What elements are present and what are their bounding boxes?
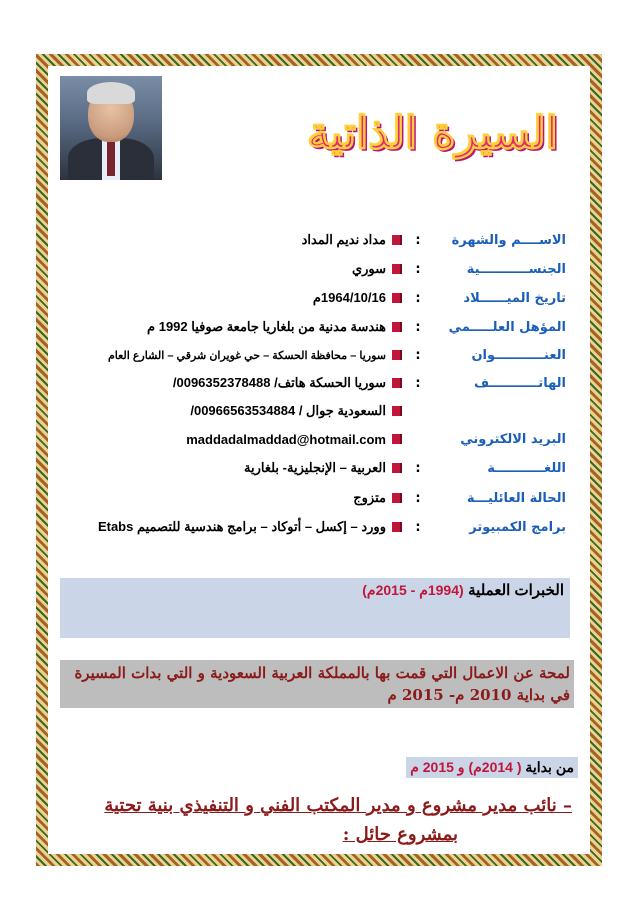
info-label: تاريخ الميــــــلاد [463, 290, 566, 306]
bullet-icon [392, 235, 402, 245]
bullet-icon [392, 378, 402, 388]
photo-tie [107, 142, 115, 176]
info-label: الاســــم والشهرة [451, 232, 566, 248]
info-value: سوريا – محافظة الحسكة – حي غويران شرقي – الشارع العام [107, 349, 386, 362]
info-row-mobile [60, 400, 566, 422]
info-value: مداد نديم المداد [301, 232, 386, 247]
info-label: الحالة العائليـــة [466, 490, 566, 506]
info-row-nationality [60, 258, 566, 280]
bullet-icon [392, 264, 402, 274]
info-colon: : [415, 290, 421, 306]
info-row-name [60, 229, 566, 251]
bullet-icon [392, 493, 402, 503]
info-colon: : [415, 319, 421, 335]
experience-heading: الخبرات العملية [468, 582, 564, 599]
info-value: سوري [351, 261, 386, 276]
bullet-icon [392, 522, 402, 532]
experience-section-spacer [60, 602, 570, 638]
document-title: السيرة الذاتية [307, 108, 558, 159]
info-value: 1964/10/16م [312, 290, 386, 305]
bullet-icon [392, 406, 402, 416]
info-label: برامج الكمبيوتر [469, 519, 566, 535]
period-value: ( 2014م) و 2015 م [410, 759, 522, 775]
info-value: سوريا الحسكة هاتف/ 0096352378488/ [172, 375, 386, 390]
info-colon: : [415, 519, 421, 535]
period-label [406, 757, 578, 778]
profile-photo [60, 76, 162, 180]
bullet-icon [392, 463, 402, 473]
info-row-phone [60, 372, 566, 394]
info-label: العنـــــــــــوان [471, 347, 566, 363]
info-colon: : [415, 375, 421, 391]
info-label: الهاتـــــــــــف [473, 375, 566, 391]
info-colon: : [415, 232, 421, 248]
info-colon: : [415, 490, 421, 506]
info-row-email [60, 428, 566, 450]
bullet-icon [392, 434, 402, 444]
info-value: متزوج [353, 490, 386, 505]
info-row-software [60, 516, 566, 538]
bullet-icon [392, 293, 402, 303]
saudi-summary-line2: في بداية 2010 م- 2015 م [387, 686, 570, 704]
info-label: البريد الالكتروني [460, 431, 566, 447]
period-prefix: من بداية [525, 759, 574, 775]
info-label: الجنســـــــــــية [466, 261, 566, 277]
info-row-marital [60, 487, 566, 509]
email-link[interactable]: maddadalmaddad@hotmail.com [186, 431, 386, 447]
photo-hair [87, 82, 135, 104]
bullet-icon [392, 350, 402, 360]
bullet-icon [392, 322, 402, 332]
info-row-address [60, 344, 566, 366]
info-value: العربية – الإنجليزية- بلغارية [244, 460, 386, 475]
info-row-birthdate [60, 287, 566, 309]
info-row-qualification [60, 316, 566, 338]
saudi-summary-block [60, 660, 574, 708]
info-label: المؤهل العلـــــمي [448, 319, 566, 335]
experience-years: (1994م - 2015م) [362, 582, 464, 598]
job-title-line2: بمشروع حائل : [342, 824, 458, 845]
job-title-line1: – نائب مدير مشروع و مدير المكتب الفني و التنفيذي بنية تحتية [104, 795, 572, 816]
info-colon: : [415, 261, 421, 277]
info-label: اللغـــــــــــة [487, 460, 566, 476]
info-value: وورد – إكسل – أتوكاد – برامج هندسية للتصميم Etabs [97, 519, 386, 534]
info-value: السعودية جوال / 00966563534884/ [190, 403, 386, 418]
saudi-summary-line1: لمحة عن الاعمال التي قمت بها بالمملكة العربية السعودية و التي بدات المسيرة [74, 664, 570, 682]
info-colon: : [415, 347, 421, 363]
info-value: هندسة مدنية من بلغاريا جامعة صوفيا 1992 م [147, 319, 386, 334]
experience-section-header [60, 578, 570, 602]
info-row-languages [60, 457, 566, 479]
info-colon: : [415, 460, 421, 476]
